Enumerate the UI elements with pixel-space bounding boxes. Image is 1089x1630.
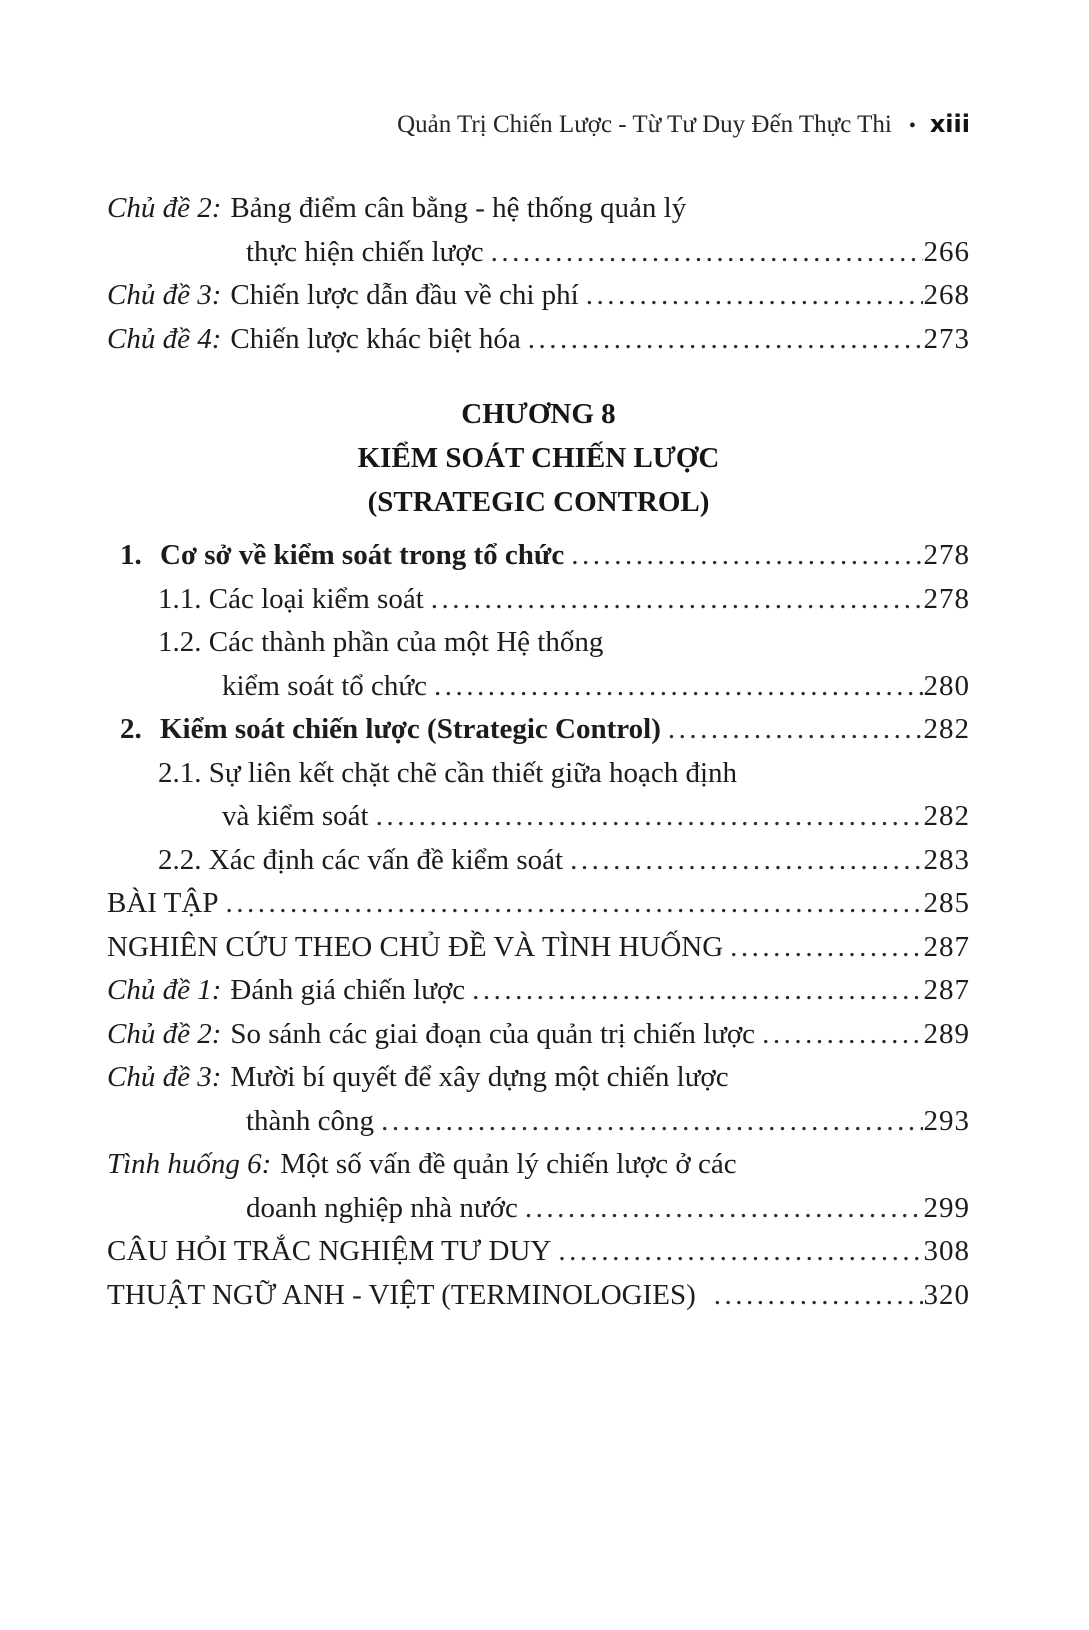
toc-entry-title: CÂU HỎI TRẮC NGHIỆM TƯ DUY bbox=[107, 1235, 552, 1267]
toc-entry bbox=[107, 926, 970, 970]
toc-entry-page: 285 bbox=[923, 887, 970, 919]
toc-entry-prefix: Chủ đề 4: bbox=[107, 322, 222, 355]
toc-entry-title: Kiểm soát chiến lược (Strategic Control) bbox=[160, 713, 661, 745]
toc-entry-page: 299 bbox=[923, 1191, 970, 1224]
toc-carryover-section bbox=[107, 187, 970, 361]
toc-entry bbox=[107, 1230, 970, 1274]
toc-entry-page: 282 bbox=[923, 713, 970, 745]
toc-entry bbox=[107, 534, 970, 578]
toc-entry-prefix: Chủ đề 3: bbox=[107, 279, 222, 311]
toc-entry-title: Một số vấn đề quản lý chiến lược ở các bbox=[280, 1148, 737, 1180]
toc-entry-title: doanh nghiệp nhà nước bbox=[246, 1191, 518, 1224]
toc-entry bbox=[107, 969, 970, 1013]
toc-entry bbox=[107, 274, 970, 318]
toc-entry-prefix: Chủ đề 1: bbox=[107, 974, 222, 1006]
toc-chapter-section bbox=[107, 534, 970, 1317]
dot-leader bbox=[525, 1187, 923, 1231]
toc-entry bbox=[107, 318, 970, 362]
toc-entry-title: 2.1. Sự liên kết chặt chẽ cần thiết giữa hoạch định bbox=[158, 756, 738, 789]
dot-leader bbox=[570, 839, 922, 883]
toc-entry-page: 293 bbox=[923, 1104, 970, 1137]
toc-entry-continuation bbox=[107, 231, 970, 275]
toc-entry-title: 1.2. Các thành phần của một Hệ thống bbox=[158, 626, 604, 658]
dot-leader bbox=[491, 231, 923, 275]
dot-leader bbox=[431, 578, 923, 622]
toc-entry-title: kiểm soát tổ chức bbox=[222, 669, 427, 702]
toc-entry bbox=[107, 1056, 970, 1143]
dot-leader bbox=[762, 1013, 922, 1057]
dot-leader bbox=[434, 665, 923, 709]
toc-entry-title: Mười bí quyết để xây dựng một chiến lược bbox=[230, 1061, 729, 1093]
dot-leader bbox=[558, 1230, 922, 1274]
bullet-separator-icon: • bbox=[908, 115, 916, 137]
toc-entry bbox=[107, 187, 970, 274]
toc-entry-page: 287 bbox=[923, 930, 970, 963]
toc-entry-line bbox=[107, 187, 970, 231]
toc-entry-prefix: Tình huống 6: bbox=[107, 1148, 272, 1180]
toc-entry-title: thành công bbox=[246, 1104, 375, 1137]
toc-entry-title: Chiến lược khác biệt hóa bbox=[230, 322, 521, 355]
running-head bbox=[107, 106, 970, 144]
toc-entry-continuation bbox=[107, 1100, 970, 1144]
toc-entry-prefix: Chủ đề 3: bbox=[107, 1061, 222, 1093]
toc-entry-title: NGHIÊN CỨU THEO CHỦ ĐỀ VÀ TÌNH HUỐNG bbox=[107, 930, 724, 963]
running-head-title: Quản Trị Chiến Lược - Từ Tư Duy Đến Thực Thi bbox=[397, 111, 892, 138]
toc-entry-title: Bảng điểm cân bằng - hệ thống quản lý bbox=[230, 192, 687, 224]
toc-entry-line bbox=[107, 752, 970, 796]
toc-entry-prefix: Chủ đề 2: bbox=[107, 1017, 222, 1050]
toc-entry bbox=[107, 752, 970, 839]
toc-entry-continuation bbox=[107, 665, 970, 709]
chapter-heading bbox=[107, 392, 970, 524]
chapter-title: KIỂM SOÁT CHIẾN LƯỢC bbox=[357, 442, 720, 474]
running-head-page-number: xiii bbox=[929, 110, 970, 138]
dot-leader bbox=[586, 274, 923, 318]
toc-entry-page: 320 bbox=[923, 1278, 970, 1311]
toc-entry bbox=[107, 621, 970, 708]
dot-leader bbox=[714, 1274, 923, 1318]
toc-entry bbox=[107, 839, 970, 883]
toc-entry-page: 278 bbox=[923, 539, 970, 571]
toc-entry-line bbox=[107, 1143, 970, 1187]
toc-entry bbox=[107, 1274, 970, 1318]
dot-leader bbox=[381, 1100, 922, 1144]
toc-entry-title: thực hiện chiến lược bbox=[246, 235, 484, 268]
toc-entry bbox=[107, 1013, 970, 1057]
dot-leader bbox=[730, 926, 922, 970]
dot-leader bbox=[376, 795, 923, 839]
toc-entry-page: 289 bbox=[923, 1017, 970, 1050]
chapter-subtitle: (STRATEGIC CONTROL) bbox=[367, 486, 710, 518]
toc-entry-page: 280 bbox=[923, 669, 970, 702]
dot-leader bbox=[528, 318, 923, 362]
toc-entry-title: So sánh các giai đoạn của quản trị chiến lược bbox=[230, 1017, 756, 1050]
dot-leader bbox=[571, 534, 922, 578]
toc-entry-page: 283 bbox=[923, 843, 970, 876]
dot-leader bbox=[472, 969, 922, 1013]
toc-entry-page: 287 bbox=[923, 974, 970, 1006]
toc-entry bbox=[107, 578, 970, 622]
toc-entry bbox=[107, 708, 970, 752]
toc-entry bbox=[107, 1143, 970, 1230]
toc-entry-title: 2.2. Xác định các vấn đề kiểm soát bbox=[158, 843, 564, 876]
toc-entry-page: 266 bbox=[923, 235, 970, 268]
toc-entry-line bbox=[107, 621, 970, 665]
dot-leader bbox=[668, 708, 923, 752]
toc-entry-number: 2. bbox=[120, 713, 142, 745]
toc-entry-prefix: Chủ đề 2: bbox=[107, 192, 222, 224]
toc-entry-title: Cơ sở về kiểm soát trong tổ chức bbox=[160, 539, 565, 571]
toc-entry-page: 308 bbox=[923, 1235, 970, 1267]
toc-entry-title: 1.1. Các loại kiểm soát bbox=[158, 582, 424, 615]
toc-entry-page: 268 bbox=[923, 279, 970, 311]
dot-leader bbox=[225, 882, 922, 926]
toc-entry-title: THUẬT NGỮ ANH - VIỆT (TERMINOLOGIES) bbox=[107, 1278, 696, 1311]
toc-entry-title: Chiến lược dẫn đầu về chi phí bbox=[230, 279, 579, 311]
toc-entry-continuation bbox=[107, 795, 970, 839]
toc-entry-line bbox=[107, 1056, 970, 1100]
toc-entry-number: 1. bbox=[120, 539, 142, 571]
toc-entry bbox=[107, 882, 970, 926]
toc-entry-page: 282 bbox=[923, 800, 970, 832]
toc-entry-title: Đánh giá chiến lược bbox=[230, 974, 466, 1006]
toc-entry-title: BÀI TẬP bbox=[107, 887, 219, 919]
toc-entry-page: 273 bbox=[923, 322, 970, 355]
toc-entry-continuation bbox=[107, 1187, 970, 1231]
chapter-number: CHƯƠNG 8 bbox=[461, 398, 616, 430]
toc-entry-title: và kiểm soát bbox=[222, 800, 369, 832]
toc-entry-page: 278 bbox=[923, 582, 970, 615]
